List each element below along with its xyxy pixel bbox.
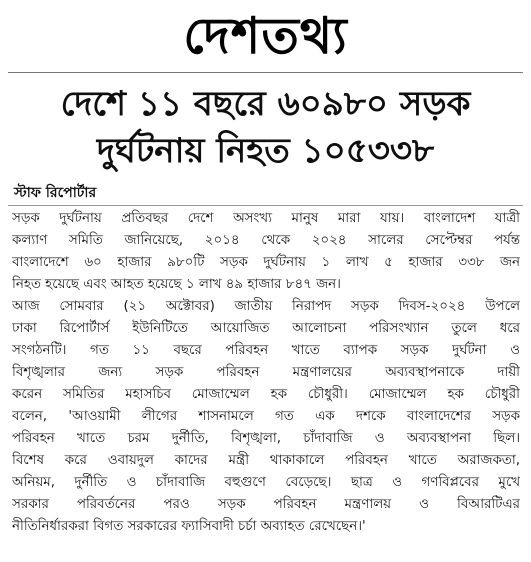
body-line: বিশৃঙ্খলার জন্য সড়ক পরিবহন মন্ত্রণালয়ের অব্যবস্থাপনাকে দায়ী [12, 365, 520, 380]
body-line: নীতিনির্ধারকরা বিগত সরকারের ফ্যাসিবাদী চর্চা অব্যাহত রেখেছেন।' [12, 519, 366, 534]
body-line: বলেন, 'আওয়ামী লীগের শাসনামলে গত এক দশকে বাংলাদেশের সড়ক [12, 409, 520, 424]
newspaper-masthead: দেশতথ্য [183, 6, 348, 65]
body-line: আজ সোমবার (২১ অক্টোবর) জাতীয় নিরাপদ সড়ক দিবস-২০২৪ উপলে [12, 299, 520, 314]
masthead-divider [8, 72, 523, 73]
article-body [12, 208, 520, 538]
body-line: সরকার পরিবর্তনের পরও সড়ক পরিবহন মন্ত্রণালয় ও বিআরটিএর [12, 497, 520, 512]
body-line: বিশেষ করে ওবায়দুল কাদের মন্ত্রী থাকাকালে পরিবহন খাতে অরাজকতা, [12, 453, 520, 468]
body-line: নিহত হয়েছে এবং আহত হয়েছে ১ লাখ ৪৯ হাজার ৮৪৭ জন। [12, 277, 341, 292]
body-line: অনিয়ম, দুর্নীতি ও চাঁদাবাজি বহুগুণে বেড়েছে। ছাত্র ও গণবিপ্লবের মুখে [12, 475, 520, 490]
body-line: বাংলাদেশে ৬০ হাজার ৯৮০টি সড়ক দুর্ঘটনায় ১ লাখ ৫ হাজার ৩৩৮ জন [12, 255, 520, 270]
body-line: করেন সমিতির মহাসচিব মোজাম্মেল হক চৌধুরী। মোজাম্মেল হক চৌধুরী [12, 387, 520, 402]
headline-line-2: দুর্ঘটনায় নিহত ১০৫৩৩৮ [96, 131, 435, 171]
body-line: সংগঠনটি। গত ১১ বছরে পরিবহন খাতে ব্যাপক সড়ক দুর্ঘটনা ও [12, 343, 520, 358]
body-line: কল্যাণ সমিতি জানিয়েছে, ২০১৪ থেকে ২০২৪ সালের সেপ্টেম্বর পর্যন্ত [12, 233, 520, 248]
body-line: পরিবহন খাতে চরম দুর্নীতি, বিশৃঙ্খলা, চাঁদাবাজি ও অব্যবস্থাপনা ছিল। [12, 431, 520, 446]
byline-divider [8, 205, 523, 206]
byline: স্টাফ রিপোর্টার [14, 185, 97, 201]
body-line: ঢাকা রিপোর্টার্স ইউনিটিতে আয়োজিত আলোচনা পরিসংখ্যান তুলে ধরে [12, 321, 520, 336]
body-line: সড়ক দুর্ঘটনায় প্রতিবছর দেশে অসংখ্য মানুষ মারা যায়। বাংলাদেশ যাত্রী [12, 211, 520, 226]
headline-line-1: দেশে ১১ বছরে ৬০৯৮০ সড়ক [60, 84, 471, 124]
